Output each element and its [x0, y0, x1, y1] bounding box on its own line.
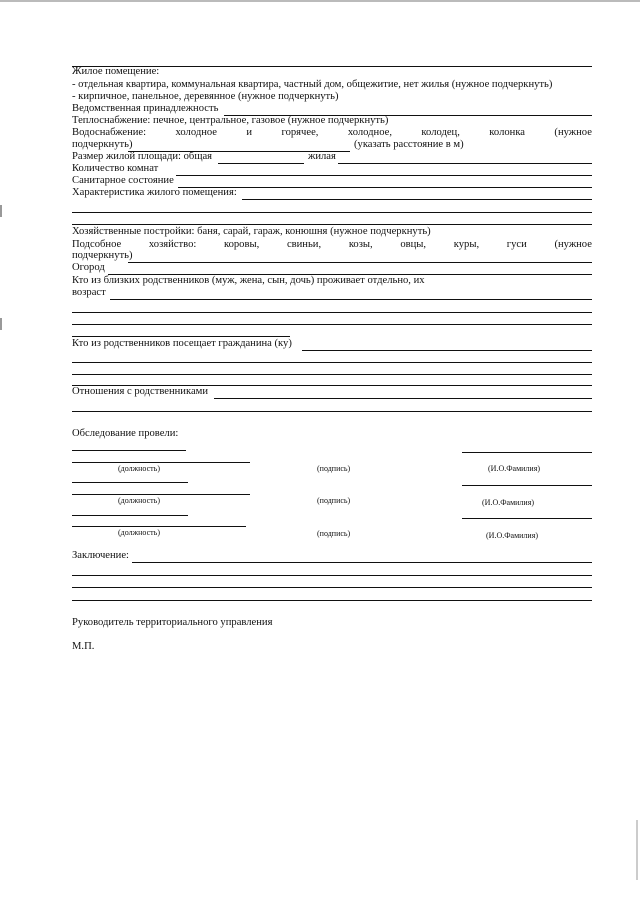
survey-name-top-line[interactable]	[462, 452, 592, 453]
survey-name-top-line[interactable]	[462, 485, 592, 486]
stamp-label: М.П.	[72, 641, 95, 652]
garden-label: Огород	[72, 262, 105, 273]
position-field[interactable]	[72, 462, 250, 463]
area-total-label: Размер жилой площади: общая	[72, 151, 213, 162]
scan-mark	[0, 318, 2, 330]
water-continuation: подчеркнуть)	[72, 139, 133, 150]
farm-word: овцы,	[400, 239, 427, 250]
water-word: колодец,	[421, 127, 460, 138]
position-caption: (должность)	[118, 528, 160, 537]
age-label: возраст	[72, 287, 106, 298]
name-caption: (И.О.Фамилия)	[488, 464, 541, 473]
relations-field[interactable]	[214, 398, 592, 399]
water-word: холодное,	[347, 127, 393, 138]
area-total-field[interactable]	[218, 163, 304, 164]
survey-name-top-line[interactable]	[462, 518, 592, 519]
survey-short-line[interactable]	[72, 482, 188, 483]
housing-type-line: - отдельная квартира, коммунальная квартира, частный дом, общежитие, нет жилья (нужное подчеркнуть)	[72, 79, 553, 90]
head-title: Руководитель территориального управления	[72, 617, 273, 628]
position-caption: (должность)	[118, 464, 160, 473]
conclusion-label: Заключение:	[72, 550, 129, 561]
characteristics-field[interactable]	[242, 199, 592, 200]
conclusion-field[interactable]	[132, 562, 592, 563]
sanitary-field[interactable]	[178, 187, 592, 188]
relations-label: Отношения с родственниками	[72, 386, 209, 397]
relatives-line-3[interactable]	[72, 324, 592, 325]
name-caption: (И.О.Фамилия)	[486, 531, 539, 540]
position-field[interactable]	[72, 494, 250, 495]
farm-word: Подсобное	[72, 239, 122, 250]
area-living-label: жилая	[308, 151, 336, 162]
water-word: колонка	[489, 127, 526, 138]
signature-caption: (подпись)	[317, 464, 351, 473]
water-word: горячее,	[281, 127, 319, 138]
farm-field[interactable]	[128, 262, 592, 263]
relatives-separate-label: Кто из близких родственников (муж, жена, сын, дочь) проживает отдельно, их	[72, 275, 425, 286]
characteristics-label: Характеристика жилого помещения:	[72, 187, 237, 198]
position-caption: (должность)	[118, 496, 160, 505]
characteristics-line-2[interactable]	[72, 212, 592, 213]
signature-caption: (подпись)	[317, 529, 351, 538]
survey-short-line[interactable]	[72, 515, 188, 516]
relatives-visit-field[interactable]	[302, 350, 592, 351]
farm-continuation: подчеркнуть)	[72, 250, 133, 261]
conclusion-line-4[interactable]	[72, 600, 592, 601]
farm-word: хозяйство:	[148, 239, 197, 250]
characteristics-line-3[interactable]	[72, 224, 592, 225]
farm-word: (нужное	[554, 239, 592, 250]
relatives-visit-line-3[interactable]	[72, 374, 592, 375]
water-distance-label: (указать расстояние в м)	[354, 139, 464, 150]
farm-word: коровы,	[223, 239, 260, 250]
age-field[interactable]	[110, 299, 592, 300]
relatives-line-2[interactable]	[72, 312, 592, 313]
scan-mark	[0, 205, 2, 217]
rooms-field[interactable]	[176, 175, 592, 176]
conclusion-line-3[interactable]	[72, 587, 592, 588]
survey-title: Обследование провели:	[72, 428, 179, 439]
water-supply-line	[72, 127, 592, 139]
heating-line: Теплоснабжение: печное, центральное, газовое (нужное подчеркнуть)	[72, 115, 389, 126]
buildings-line: Хозяйственные постройки: баня, сарай, гараж, конюшня (нужное подчеркнуть)	[72, 226, 431, 237]
position-field[interactable]	[72, 526, 246, 527]
farm-word: куры,	[453, 239, 480, 250]
survey-short-line[interactable]	[72, 450, 186, 451]
farm-word: козы,	[348, 239, 373, 250]
relations-line-2[interactable]	[72, 411, 592, 412]
water-word: холодное	[175, 127, 218, 138]
area-living-field[interactable]	[338, 163, 592, 164]
water-word: и	[246, 127, 253, 138]
conclusion-line-2[interactable]	[72, 575, 592, 576]
sanitary-label: Санитарное состояние	[72, 175, 174, 186]
relatives-visit-label: Кто из родственников посещает гражданина (ку)	[72, 338, 292, 349]
farm-word: свиньи,	[286, 239, 322, 250]
affiliation-label: Ведомственная принадлежность	[72, 103, 219, 114]
name-caption: (И.О.Фамилия)	[482, 498, 535, 507]
housing-title: Жилое помещение:	[72, 66, 160, 77]
scan-mark	[636, 820, 638, 880]
housing-material-line: - кирпичное, панельное, деревянное (нужное подчеркнуть)	[72, 91, 339, 102]
relatives-line-4[interactable]	[72, 336, 290, 337]
farm-line	[72, 239, 592, 251]
farm-word: гуси	[506, 239, 527, 250]
water-word: Водоснабжение:	[72, 127, 147, 138]
page-top-edge	[0, 0, 640, 2]
relatives-visit-line-2[interactable]	[72, 362, 592, 363]
signature-caption: (подпись)	[317, 496, 351, 505]
rooms-label: Количество комнат	[72, 163, 159, 174]
water-word: (нужное	[554, 127, 592, 138]
